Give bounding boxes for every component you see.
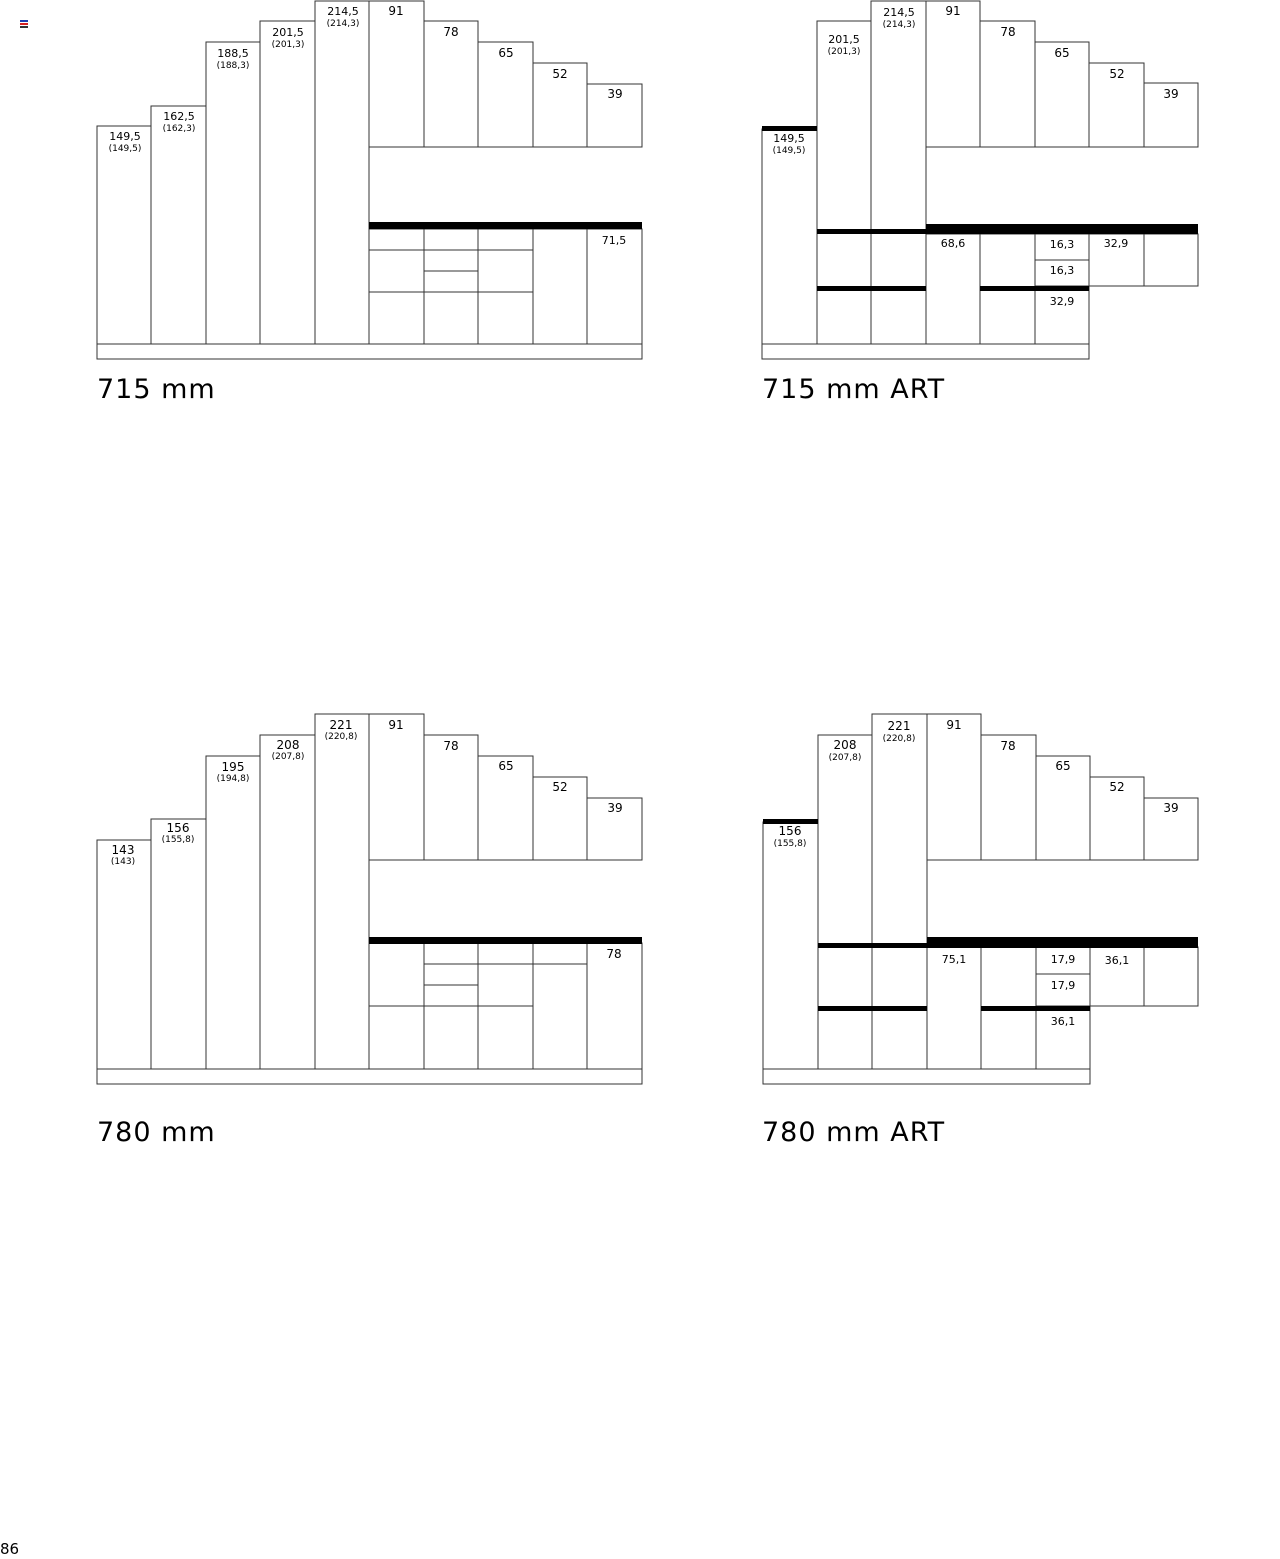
column-sublabel: (194,8) [216,774,250,784]
column-label: 156 [166,821,190,835]
column-sublabel: (214,3) [326,19,360,29]
column-label: 52 [552,780,568,794]
column-label: 78 [1000,25,1016,39]
column-sublabel: (220,8) [882,734,916,744]
column [763,822,818,1069]
column-label: 208 [276,738,300,752]
column-label: 149,5 [109,130,141,143]
inner-label: 71,5 [601,234,627,247]
inner-label: 16,3 [1049,238,1075,251]
column-label: 221 [887,719,911,733]
diagram-715-art-caption: 715 mm ART [762,374,946,405]
diagram-715-caption: 715 mm [97,374,216,405]
column-sublabel: (214,3) [882,20,916,30]
column-sublabel: (162,3) [162,124,196,134]
shelf-bar [818,943,927,948]
shelf-bar [818,1006,927,1011]
column-label: 78 [443,739,459,753]
column-label: 195 [221,760,245,774]
inner-label: 68,6 [940,237,966,250]
inner-label: 32,9 [1103,237,1129,250]
column-sublabel: (201,3) [271,40,305,50]
inner-label: 75,1 [941,953,967,966]
column-label: 78 [1000,739,1016,753]
wall-unit [927,714,981,860]
wall-unit [981,735,1036,860]
column-label: 39 [607,87,623,101]
shelf-bar [981,1006,1090,1011]
inner-label: 36,1 [1050,1015,1076,1028]
column-label: 65 [498,759,514,773]
column-label: 208 [833,738,857,752]
column-label: 65 [1054,46,1070,60]
column-label: 78 [443,25,459,39]
column-sublabel: (207,8) [271,752,305,762]
column-label: 149,5 [773,132,805,145]
column-label: 143 [111,843,135,857]
diagram-780-caption: 780 mm [97,1117,216,1148]
column [818,735,872,1069]
column-sublabel: (220,8) [324,732,358,742]
plinth [763,1069,1090,1084]
column-sublabel: (207,8) [828,753,862,763]
inner-label: 36,1 [1104,954,1130,967]
column-label: 156 [778,824,802,838]
diagram-780-art-caption: 780 mm ART [762,1117,946,1148]
column-sublabel: (155,8) [161,835,195,845]
column-label: 188,5 [217,47,249,60]
column-sublabel: (149,5) [108,144,142,154]
worktop [927,937,1198,948]
column-label: 221 [329,718,353,732]
column-sublabel: (155,8) [773,839,807,849]
column-label: 91 [388,718,404,732]
column-label: 91 [388,4,404,18]
column-label: 214,5 [327,5,359,18]
column-label: 91 [946,718,962,732]
column-label: 201,5 [828,33,860,46]
column-label: 39 [1163,801,1179,815]
column-label: 65 [1055,759,1071,773]
column [872,714,927,1069]
inner-label: 17,9 [1050,953,1076,966]
column-sublabel: (149,5) [772,146,806,156]
column-sublabel: (188,3) [216,61,250,71]
inner-label: 17,9 [1050,979,1076,992]
column-sublabel: (201,3) [827,47,861,57]
inner-label: 16,3 [1049,264,1075,277]
column-label: 52 [1109,780,1125,794]
inner-label: 32,9 [1049,295,1075,308]
column-label: 52 [552,67,568,81]
column-label: 65 [498,46,514,60]
base-unit [1144,947,1198,1006]
column-label: 91 [945,4,961,18]
column-label: 162,5 [163,110,195,123]
column-label: 39 [1163,87,1179,101]
column-label: 39 [607,801,623,815]
inner-label: 78 [606,947,622,961]
page-number: 86 [0,1540,20,1558]
column-label: 201,5 [272,26,304,39]
column-sublabel: (143) [110,857,136,867]
column-label: 52 [1109,67,1125,81]
column-label: 214,5 [883,6,915,19]
